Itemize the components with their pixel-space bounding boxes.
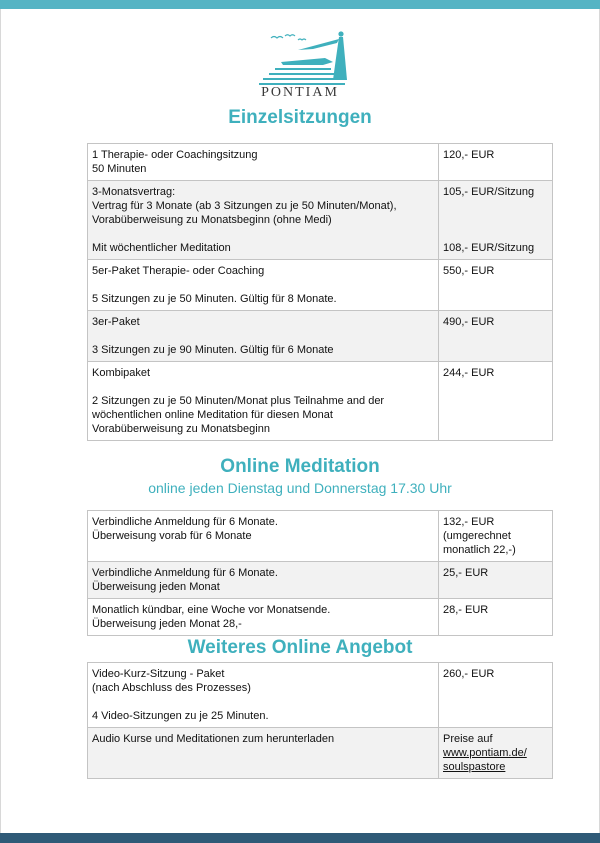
desc-line: 3er-Paket <box>92 316 140 328</box>
row-description <box>88 511 439 562</box>
desc-line: Überweisung jeden Monat 28,- <box>92 618 242 630</box>
table-row <box>88 511 553 562</box>
bottom-accent-bar <box>0 833 600 843</box>
desc-line: 5 Sitzungen zu je 50 Minuten. Gültig für 8 Monate. <box>92 293 337 305</box>
row-description <box>88 260 439 311</box>
table-row <box>88 144 553 181</box>
row-price: 260,- EUR <box>439 663 553 728</box>
table-row <box>88 181 553 260</box>
table-row <box>88 260 553 311</box>
store-link[interactable]: www.pontiam.de/ <box>443 747 527 759</box>
desc-line: 4 Video-Sitzungen zu je 25 Minuten. <box>92 710 269 722</box>
row-description <box>88 663 439 728</box>
desc-line: Kombipaket <box>92 367 151 379</box>
desc-line: 5er-Paket Therapie- oder Coaching <box>92 265 265 277</box>
row-description <box>88 181 439 260</box>
price-line: Preise auf <box>443 733 493 745</box>
desc-line: 3 Sitzungen zu je 90 Minuten. Gültig für 6 Monate <box>92 344 334 356</box>
row-description <box>88 144 439 181</box>
bird-icon <box>298 39 306 40</box>
table-row <box>88 362 553 441</box>
row-price <box>439 728 553 779</box>
row-price <box>439 181 553 260</box>
price-line: monatlich 22,-) <box>443 544 516 556</box>
bird-icon <box>285 35 295 36</box>
desc-line: 1 Therapie- oder Coachingsitzung <box>92 149 258 161</box>
bird-icon <box>271 37 283 39</box>
price-table-meditation <box>87 510 553 636</box>
desc-line: wöchentlichen online Meditation für diesen Monat <box>92 409 333 421</box>
brand-name: PONTIAM <box>261 85 339 100</box>
section-subtitle-meditation: online jeden Dienstag und Donnerstag 17.30 Uhr <box>148 480 452 496</box>
desc-line: Video-Kurz-Sitzung - Paket <box>92 668 225 680</box>
row-description <box>88 362 439 441</box>
desc-line: Vorabüberweisung zu Monatsbeginn (ohne Medi) <box>92 214 332 226</box>
table-row <box>88 599 553 636</box>
top-accent-bar <box>0 0 600 9</box>
desc-line: Verbindliche Anmeldung für 6 Monate. <box>92 516 278 528</box>
price-line: 105,- EUR/Sitzung <box>443 186 535 198</box>
row-price: 244,- EUR <box>439 362 553 441</box>
row-description <box>88 728 439 779</box>
desc-line: Vertrag für 3 Monate (ab 3 Sitzungen zu je 50 Minuten/Monat), <box>92 200 397 212</box>
table-row <box>88 728 553 779</box>
price-line: (umgerechnet <box>443 530 511 542</box>
price-table-weiteres <box>87 662 553 779</box>
row-price <box>439 511 553 562</box>
price-line: 132,- EUR <box>443 516 495 528</box>
row-price: 550,- EUR <box>439 260 553 311</box>
row-description <box>88 562 439 599</box>
row-price: 490,- EUR <box>439 311 553 362</box>
desc-line: (nach Abschluss des Prozesses) <box>92 682 251 694</box>
desc-line: Überweisung jeden Monat <box>92 581 220 593</box>
pontiam-logo <box>253 28 347 90</box>
desc-line: Audio Kurse und Meditationen zum herunterladen <box>92 733 335 745</box>
row-description <box>88 311 439 362</box>
desc-line: Mit wöchentlicher Meditation <box>92 242 231 254</box>
row-price: 120,- EUR <box>439 144 553 181</box>
desc-line: 50 Minuten <box>92 163 147 175</box>
desc-line: 3-Monatsvertrag: <box>92 186 176 198</box>
cliff-shape <box>281 58 333 65</box>
desc-line: Vorabüberweisung zu Monatsbeginn <box>92 423 270 435</box>
table-row <box>88 311 553 362</box>
desc-line: Überweisung vorab für 6 Monate <box>92 530 252 542</box>
page-left-edge <box>0 9 1 833</box>
figure-scarf <box>298 39 339 50</box>
figure-head <box>338 31 343 36</box>
desc-line: Verbindliche Anmeldung für 6 Monate. <box>92 567 278 579</box>
price-table-einzelsitzungen <box>87 143 553 441</box>
section-title-online-meditation: Online Meditation <box>220 456 380 477</box>
desc-line: 2 Sitzungen zu je 50 Minuten/Monat plus Teilnahme and der <box>92 395 385 407</box>
row-description <box>88 599 439 636</box>
store-link[interactable]: soulspastore <box>443 761 506 773</box>
row-price: 25,- EUR <box>439 562 553 599</box>
table-row <box>88 663 553 728</box>
row-price: 28,- EUR <box>439 599 553 636</box>
desc-line: Monatlich kündbar, eine Woche vor Monatsende. <box>92 604 331 616</box>
table-row <box>88 562 553 599</box>
section-title-einzelsitzungen: Einzelsitzungen <box>228 107 372 128</box>
section-title-weiteres-angebot: Weiteres Online Angebot <box>187 637 413 658</box>
price-line: 108,- EUR/Sitzung <box>443 242 535 254</box>
